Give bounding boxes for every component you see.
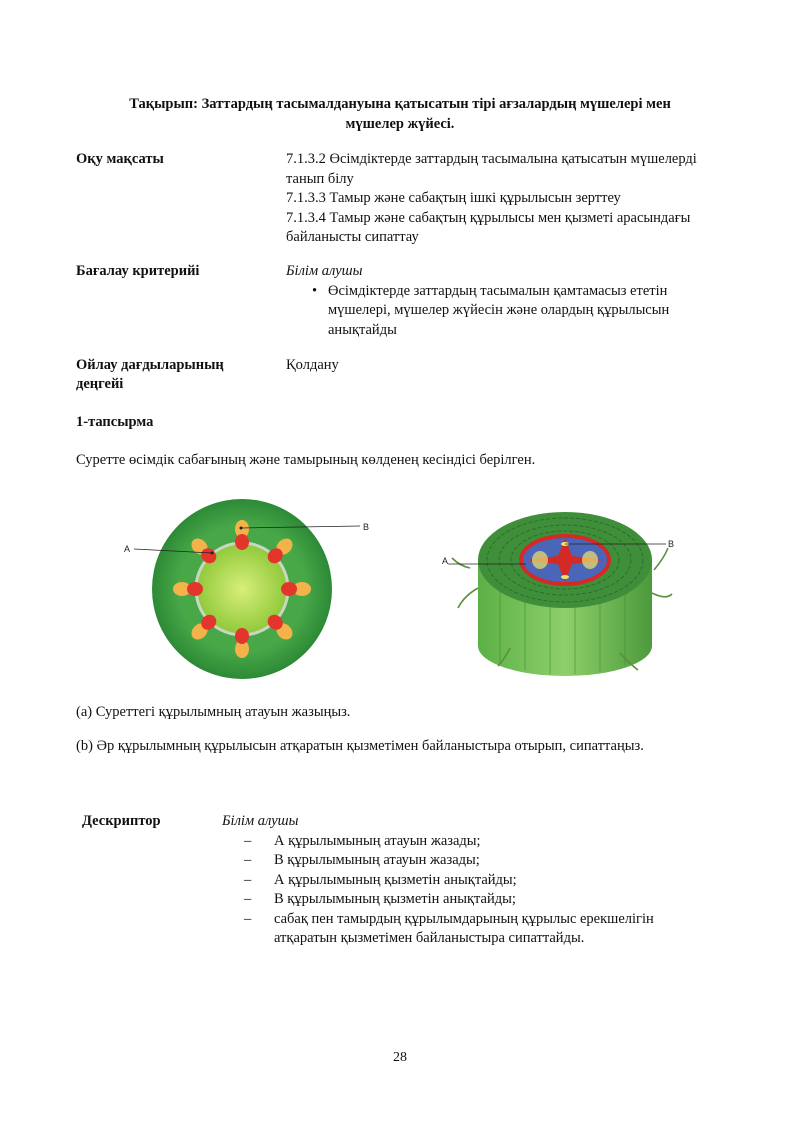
objectives-list [286,150,706,248]
descriptor-item: – А құрылымының қызметін анықтайды; [244,871,702,891]
criteria-bullet: • Өсімдіктерде заттардың тасымалын қамтамасыз ететін мүшелері, мүшелер жүйесін және олардың құрылысын анықтайды [306,282,706,341]
descriptor-item: – А құрылымының атауын жазады; [244,832,702,852]
stem-cross-section [110,490,390,690]
title-line-1: Тақырып: Заттардың тасымалдануына қатысатын тірі ағзалардың мүшелері мен [129,96,671,112]
question-b: (b) Әр құрылымның құрылысын атқаратын қызметімен байланыстыра отырып, сипаттаңыз. [76,738,644,754]
criteria-content [286,262,706,340]
criteria-bullets [306,282,706,341]
objective-item: 7.1.3.3 Тамыр және сабақтың ішкі құрылысын зерттеу [286,190,621,206]
descriptor-content [222,812,702,949]
objective-item: 7.1.3.2 Өсімдіктерде заттардың тасымалына қатысатын мүшелерді танып білу [286,151,697,187]
stem-label-a: A [124,544,131,554]
descriptor-item: – В құрылымының атауын жазады; [244,851,702,871]
page-title [70,94,730,134]
descriptor-item: – сабақ пен тамырдың құрылымдарының құрылыс ерекшелігін атқаратын қызметімен байланыстыра сипаттайды. [244,910,702,949]
descriptor-list [244,832,702,949]
task-intro: Суретте өсімдік сабағының және тамырының көлденең кесіндісі берілген. [76,452,536,468]
objective-item: 7.1.3.4 Тамыр және сабақтың құрылысы мен қызметі арасындағы байланысты сипаттау [286,209,691,245]
question-a: (a) Суреттегі құрылымның атауын жазыңыз. [76,704,351,720]
thinking-value: Қолдану [286,357,339,373]
root-cross-section [440,498,690,683]
thinking-label-line-2: деңгейі [76,376,124,392]
descriptor-item: – В құрылымының қызметін анықтайды; [244,890,702,910]
objectives-label: Оқу мақсаты [76,151,164,167]
title-line-2: мүшелер жүйесі. [345,116,455,132]
criteria-label: Бағалау критерийі [76,263,200,279]
thinking-label [76,356,224,394]
criteria-intro: Білім алушы [286,263,363,279]
stem-label-b: B [363,522,370,532]
root-label-b: B [668,539,675,549]
task-heading: 1-тапсырма [76,414,154,430]
page-number: 28 [393,1050,407,1065]
thinking-label-line-1: Ойлау дағдыларының [76,357,224,373]
descriptor-intro: Білім алушы [222,813,299,829]
root-label-a: A [442,556,449,566]
descriptor-label: Дескриптор [82,813,161,829]
